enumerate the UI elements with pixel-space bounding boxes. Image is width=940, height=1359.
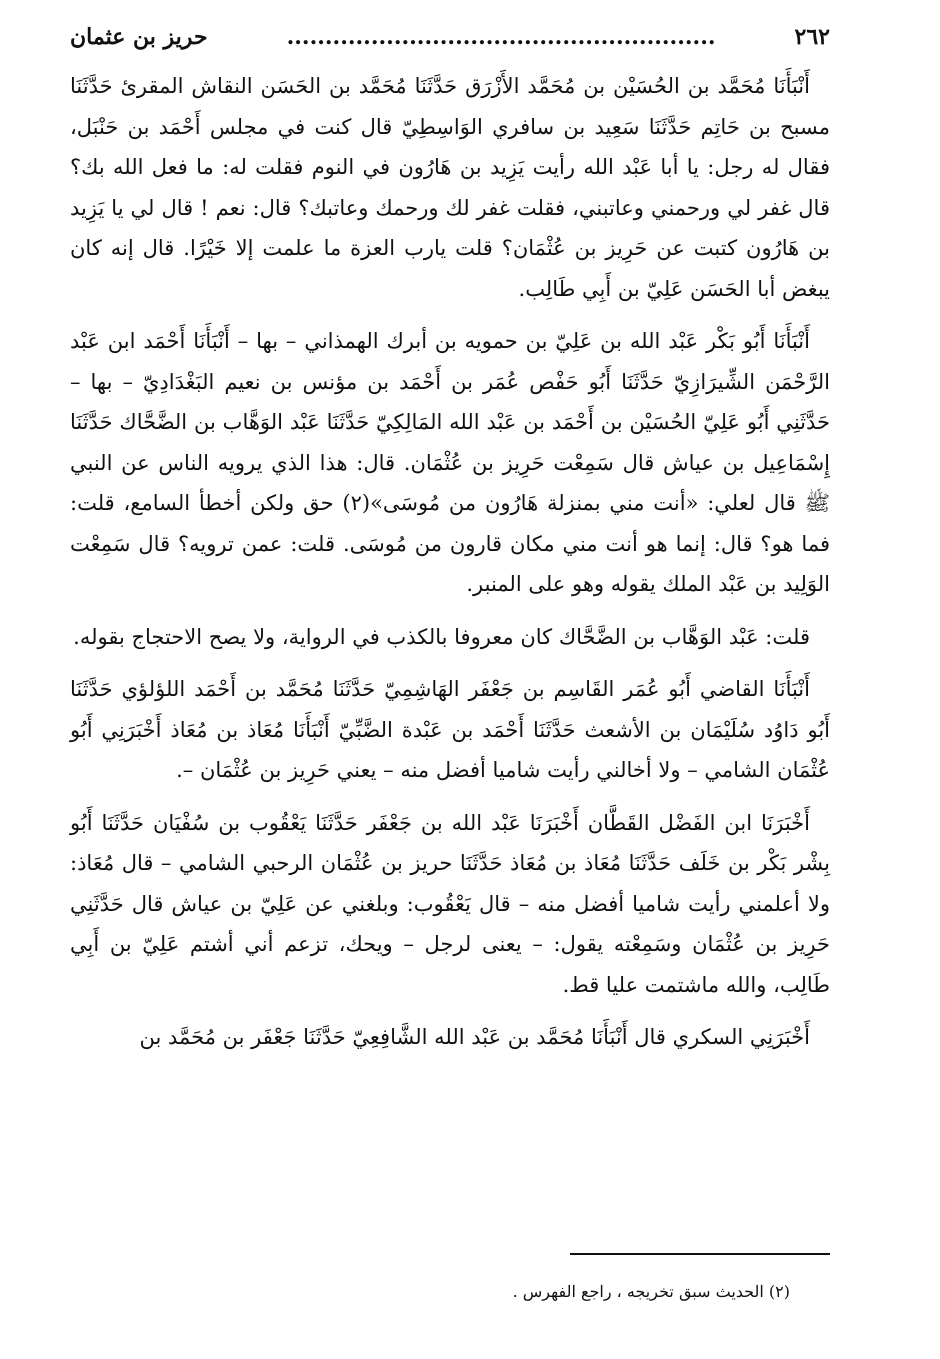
running-title: حريز بن عثمان: [70, 24, 208, 50]
paragraph-1: أَنْبَأَنَا مُحَمَّد بن الحُسَيْن بن مُحَمَّد الأَزْرَق حَدَّثَنَا مُحَمَّد بن الحَسَن النقاش المقرئ حَدَّثَنَا مسبح بن حَاتِم حَدَّثَنَا سَعِيد بن سافري الوَاسِطِيّ قال كنت في مجلس أَحْمَد بن حَنْبَل، فقال له رجل: يا أبا عَبْد الله رأيت يَزِيد بن هَارُون في النوم فقلت له: ما فعل الله بك؟ قال غفر لي ورحمني وعاتبني، فقلت غفر لك ورحمك وعاتبك؟ قال: نعم ! قال لي يا يَزِيد بن هَارُون كتبت عن حَرِيز بن عُثْمَان؟ قلت يارب العزة ما علمت إلا خَيْرًا. قال إنه كان يبغض أبا الحَسَن عَلِيّ بن أَبِي طَالِب.: [70, 74, 830, 301]
header-dot-leader: ........................................................: [286, 24, 716, 50]
page-body: [70, 66, 830, 1058]
paragraph-3: قلت: عَبْد الوَهَّاب بن الضَّحَّاك كان معروفا بالكذب في الرواية، ولا يصح الاحتجاج بقوله.: [73, 624, 810, 649]
footnote: (٢) الحديث سبق تخريجه ، راجع الفهرس .: [512, 1282, 790, 1301]
page-number: ٢٦٢: [794, 24, 830, 50]
footnote-separator: [570, 1253, 830, 1255]
page-header: [70, 24, 830, 60]
paragraph-6: أَخْبَرَنِي السكري قال أَنْبَأَنَا مُحَمَّد بن عَبْد الله الشَّافِعِيّ حَدَّثَنَا جَعْفَر بن مُحَمَّد بن: [139, 1025, 810, 1049]
paragraph-4: أَنْبَأَنَا القاضي أَبُو عُمَر القَاسِم بن جَعْفَر الهَاشِمِيّ حَدَّثَنَا مُحَمَّد بن أَحْمَد اللؤلؤي حَدَّثَنَا أَبُو دَاوُد سُلَيْمَان بن الأشعث حَدَّثَنَا أَحْمَد بن عَبْدة الضَّبِّيّ أَنْبَأَنَا مُعَاذ بن مُعَاذ أَخْبَرَنِي أَبُو عُثْمَان الشامي – ولا أخالني رأيت شاميا أفضل منه – يعني حَرِيز بن عُثْمَان –.: [70, 677, 830, 782]
paragraph-2: أَنْبَأَنَا أَبُو بَكْر عَبْد الله بن عَلِيّ بن حمويه بن أبرك الهمذاني – بها – أَنْبَأَنَا أَحْمَد ابن عَبْد الرَّحْمَن الشِّيرَازِيّ حَدَّثَنَا أَبُو حَفْص عُمَر بن أَحْمَد بن مؤنس بن نعيم البَغْدَادِيّ – بها – حَدَّثَنِي أَبُو عَلِيّ الحُسَيْن بن أَحْمَد بن عَبْد الله المَالِكِيّ حَدَّثَنَا عَبْد الوَهَّاب بن الضَّحَّاك حَدَّثَنَا إِسْمَاعِيل بن عياش قال سَمِعْت حَرِيز بن عُثْمَان. قال: هذا الذي يرويه الناس عن النبي ﷺ قال لعلي: «أنت مني بمنزلة هَارُون من مُوسَى»(٢) حق ولكن أخطأ السامع، قلت: فما هو؟ قال: إنما هو أنت مني مكان قارون من مُوسَى. قلت: عمن ترويه؟ قال سَمِعْت الوَلِيد بن عَبْد الملك يقوله وهو على المنبر.: [70, 329, 830, 596]
paragraph-5: أَخْبَرَنَا ابن الفَضْل القَطَّان أَخْبَرَنَا عَبْد الله بن جَعْفَر حَدَّثَنَا يَعْقُوب بن سُفْيَان حَدَّثَنَا أَبُو بِشْر بَكْر بن خَلَف حَدَّثَنَا مُعَاذ بن مُعَاذ حَدَّثَنَا حريز بن عُثْمَان الرحبي الشامي – قال مُعَاذ: ولا أعلمني رأيت شاميا أفضل منه – قال يَعْقُوب: وبلغني عن عَلِيّ بن عياش قال حَدَّثَنِي حَرِيز بن عُثْمَان وسَمِعْته يقول: – يعنى لرجل – ويحك، تزعم أني أشتم عَلِيّ بن أَبِي طَالِب، والله ماشتمت عليا قط.: [70, 810, 830, 997]
